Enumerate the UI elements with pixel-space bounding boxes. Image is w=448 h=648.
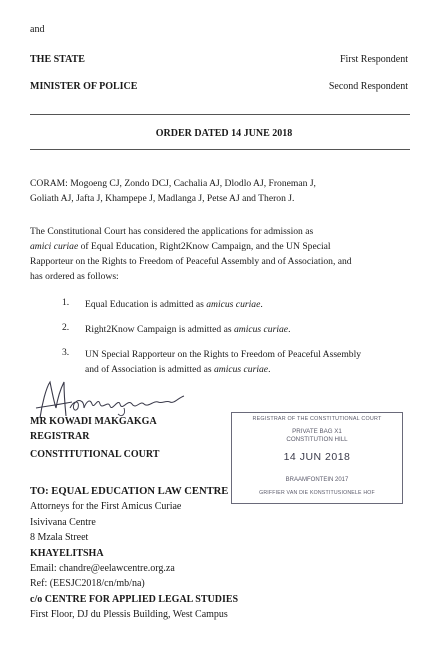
to-reference: Ref: (EESJC2018/cn/mb/na) [30, 578, 145, 590]
stamp-bag: PRIVATE BAG X1 [292, 428, 342, 435]
order-1-body: Equal Education is admitted as [85, 299, 207, 310]
to-line-centre: Isivivana Centre [30, 516, 96, 528]
court-stamp [231, 412, 403, 504]
coram-paragraph [30, 176, 410, 206]
to-care-of: c/o CENTRE FOR APPLIED LEGAL STUDIES [30, 593, 239, 605]
order-3-text [85, 347, 415, 377]
first-respondent-name: THE STATE [30, 54, 85, 65]
second-respondent-name: MINISTER OF POLICE [30, 81, 138, 92]
and-text: and [30, 24, 45, 35]
intro-line-1: The Constitutional Court has considered the applications for admission as [30, 226, 314, 237]
stamp-top-text: REGISTRAR OF THE CONSTITUTIONAL COURT [252, 416, 382, 422]
intro-amici-italic: amici curiae [30, 241, 79, 252]
registrar-name: MR KOWADI MAKGAKGA [30, 416, 157, 427]
to-line-town: KHAYELITSHA [30, 547, 104, 559]
order-1-tail: . [260, 299, 263, 310]
order-3-italic: amicus curiae [213, 364, 269, 375]
to-email: Email: chandre@eelawcentre.org.za [30, 563, 175, 575]
registrar-court: CONSTITUTIONAL COURT [30, 449, 160, 460]
to-line-street: 8 Mzala Street [30, 532, 89, 544]
to-heading: TO: EQUAL EDUCATION LAW CENTRE [30, 486, 229, 497]
coram-line-2: Goliath AJ, Jafta J, Khampepe J, Madlanga J, Petse AJ and Theron J. [30, 193, 295, 204]
order-2-body: Right2Know Campaign is admitted as [85, 324, 234, 335]
to-address: First Floor, DJ du Plessis Building, West Campus [30, 609, 228, 621]
intro-line-2 [30, 239, 410, 254]
order-2-text [85, 322, 415, 337]
order-3-line-2 [85, 362, 415, 377]
order-2-italic: amicus curiae [233, 324, 289, 335]
order-2-number: 2. [62, 322, 70, 333]
registrar-title: REGISTRAR [30, 431, 90, 442]
order-3-number: 3. [62, 347, 70, 358]
second-respondent-role: Second Respondent [328, 81, 408, 92]
stamp-date: 14 JUN 2018 [283, 451, 351, 463]
intro-line-3: Rapporteur on the Rights to Freedom of Peaceful Assembly and of Association, and [30, 256, 352, 267]
title-rule-top [30, 114, 410, 115]
order-3-tail: . [268, 364, 271, 375]
stamp-hill: CONSTITUTION HILL [286, 436, 348, 443]
order-1-number: 1. [62, 297, 70, 308]
order-1-italic: amicus curiae [206, 299, 261, 310]
order-1-text [85, 297, 415, 312]
intro-paragraph [30, 224, 410, 284]
first-respondent-role: First Respondent [339, 54, 408, 65]
addressee-block [30, 484, 238, 623]
order-title: ORDER DATED 14 JUNE 2018 [155, 128, 293, 139]
order-2-tail: . [288, 324, 291, 335]
stamp-bottom-text: GRIFFIER VAN DIE KONSTITUSIONELE HOF [259, 490, 375, 496]
intro-line-4: has ordered as follows: [30, 271, 119, 282]
stamp-city: BRAAMFONTEIN 2017 [285, 477, 349, 483]
coram-line-1: CORAM: Mogoeng CJ, Zondo DCJ, Cachalia AJ, Dlodlo AJ, Froneman J, [30, 178, 316, 189]
order-3-body: and of Association is admitted as [85, 364, 214, 375]
order-3-line-1: UN Special Rapporteur on the Rights to Freedom of Peaceful Assembly [85, 349, 362, 360]
to-line-attorneys: Attorneys for the First Amicus Curiae [30, 501, 182, 513]
intro-line-2-rest: of Equal Education, Right2Know Campaign, and the UN Special [78, 241, 331, 252]
title-rule-bottom [30, 149, 410, 150]
